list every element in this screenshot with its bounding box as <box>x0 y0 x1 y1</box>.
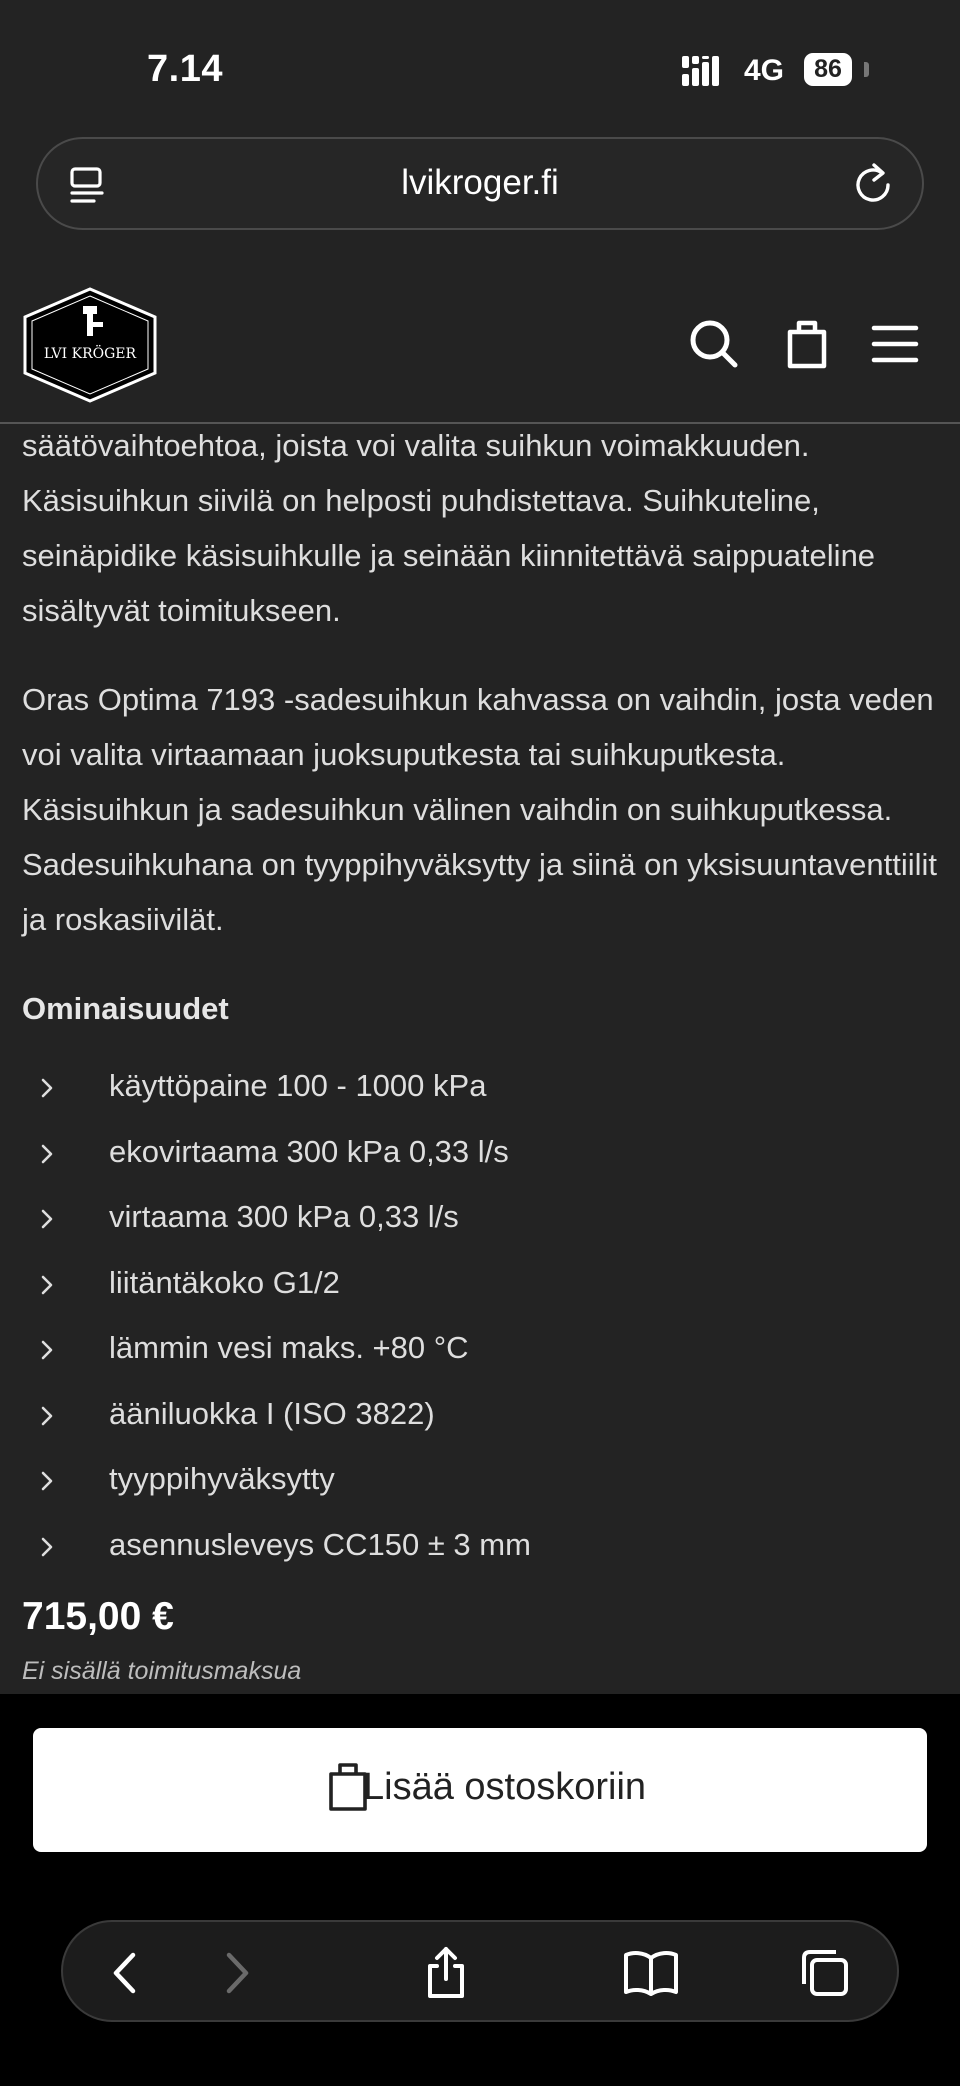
feature-text: käyttöpaine 100 - 1000 kPa <box>109 1068 487 1103</box>
browser-toolbar <box>61 1920 899 2022</box>
chevron-right-icon <box>39 1338 55 1362</box>
feature-text: tyyppihyväksytty <box>109 1461 335 1496</box>
feature-text: lämmin vesi maks. +80 °C <box>109 1330 469 1365</box>
features-heading: Ominaisuudet <box>22 991 229 1026</box>
feature-item <box>22 1451 947 1517</box>
feature-item <box>22 1058 947 1124</box>
feature-item <box>22 1517 947 1583</box>
chevron-right-icon <box>39 1142 55 1166</box>
back-icon[interactable] <box>99 1946 155 2000</box>
add-to-cart-button[interactable] <box>33 1728 927 1852</box>
feature-item <box>22 1320 947 1386</box>
chevron-right-icon <box>39 1404 55 1428</box>
feature-item <box>22 1386 947 1452</box>
signal-strength-icon <box>682 54 730 88</box>
reload-icon[interactable] <box>852 161 894 207</box>
chevron-right-icon <box>39 1469 55 1493</box>
search-icon[interactable] <box>688 316 740 372</box>
feature-text: asennusleveys CC150 ± 3 mm <box>109 1526 531 1562</box>
hamburger-menu-icon[interactable] <box>870 316 922 372</box>
chevron-right-icon <box>39 1535 55 1559</box>
url-text[interactable]: lvikroger.fi <box>401 163 559 202</box>
feature-text: virtaama 300 kPa 0,33 l/s <box>109 1199 459 1234</box>
feature-item <box>22 1124 947 1190</box>
logo-text: LVI KRÖGER <box>43 346 137 362</box>
chevron-right-icon <box>39 1076 55 1100</box>
site-header <box>0 270 960 424</box>
feature-text: liitäntäkoko G1/2 <box>109 1264 340 1300</box>
tabs-icon[interactable] <box>797 1946 853 2000</box>
status-bar <box>0 0 960 130</box>
network-type: 4G <box>744 54 785 87</box>
description-paragraph: säätövaihtoehtoa, joista voi valita suihkun voimakkuuden. Käsisuihkun siivilä on helposti puhdistettava. Suihkuteline, seinäpidike käsisuihkulle ja seinään kiinnitettävä saippuateline sisältyvät toimitukseen. <box>22 428 876 628</box>
cart-icon[interactable] <box>782 316 834 372</box>
features-list <box>22 1058 947 1582</box>
feature-text: ekovirtaama 300 kPa 0,33 l/s <box>109 1133 509 1169</box>
forward-icon[interactable] <box>207 1946 263 2000</box>
status-time: 7.14 <box>147 48 223 90</box>
share-icon[interactable] <box>418 1946 474 2000</box>
add-to-cart-label: Lisää ostoskoriin <box>363 1766 647 1808</box>
product-price: 715,00 € <box>22 1595 174 1638</box>
shipping-note: Ei sisällä toimitusmaksua <box>22 1657 302 1685</box>
battery-level: 86 <box>804 53 852 86</box>
chevron-right-icon <box>39 1207 55 1231</box>
bookmarks-icon[interactable] <box>623 1946 679 2000</box>
bottom-bar <box>0 1694 960 2086</box>
feature-item <box>22 1189 947 1255</box>
description-paragraph: Oras Optima 7193 -sadesuihkun kahvassa on vaihdin, josta veden voi valita virtaamaan juoksuputkesta tai suihkuputkesta. Käsisuihkun ja sadesuihkun välinen vaihdin on suihkuputkessa. Sadesuihkuhana on tyyppihyväksytty ja siinä on yksisuuntaventtiilit ja roskasiivilät. <box>22 682 938 937</box>
feature-text: ääniluokka I (ISO 3822) <box>109 1395 435 1431</box>
chevron-right-icon <box>39 1273 55 1297</box>
shopping-bag-icon <box>328 1760 368 1812</box>
battery-tip <box>864 62 869 77</box>
feature-item <box>22 1255 947 1321</box>
address-bar[interactable] <box>36 137 924 230</box>
lvi-kroger-logo[interactable] <box>20 286 160 404</box>
product-description <box>22 420 947 1686</box>
